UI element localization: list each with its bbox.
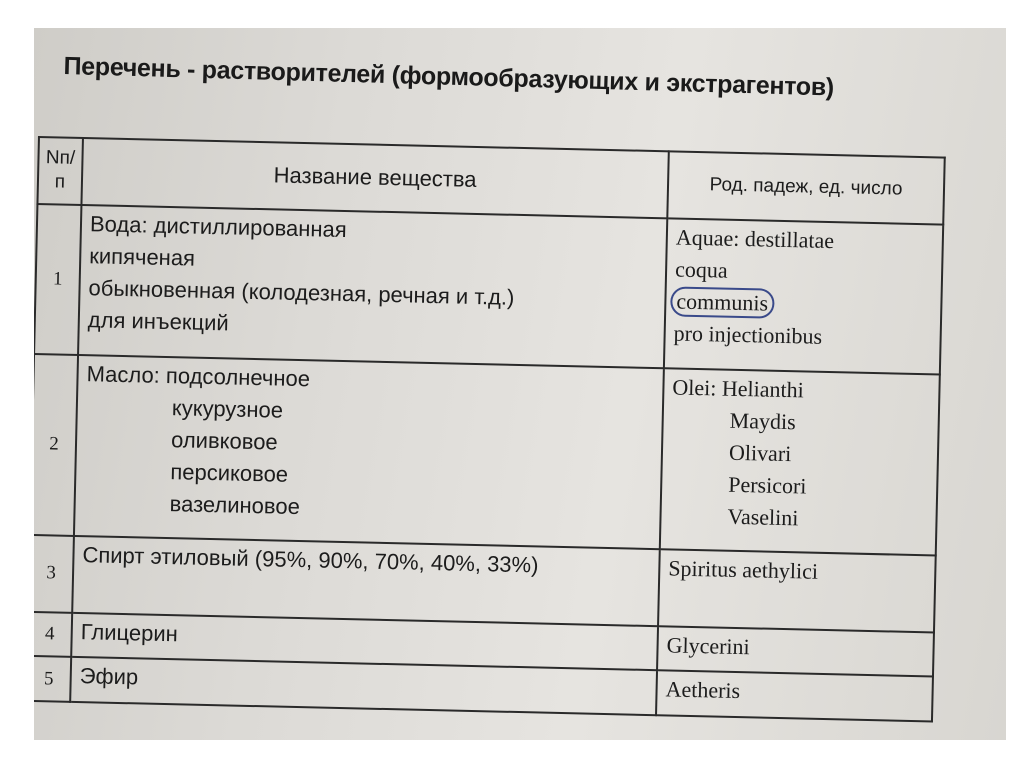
- name-line: обыкновенная (колодезная, речная и т.д.): [88, 275, 515, 310]
- header-num: Nп/п: [37, 137, 83, 205]
- latin-line: Persicori: [727, 471, 807, 499]
- latin-line: Maydis: [729, 407, 796, 435]
- latin-line: Vaselini: [727, 503, 799, 531]
- header-latin: Род. падеж, ед. число: [667, 151, 944, 224]
- latin-line: coqua: [674, 256, 728, 283]
- row-num: 1: [34, 204, 81, 355]
- row-name: Глицерин: [71, 613, 658, 671]
- page-title: Перечень - растворителей (формообразующих и экстрагентов): [63, 52, 835, 102]
- solvents-table-wrapper: [34, 136, 946, 722]
- document-photo: [34, 28, 1006, 740]
- row-num: 4: [34, 612, 72, 658]
- name-line: для инъекций: [87, 307, 230, 336]
- row-name: Эфир: [70, 657, 657, 715]
- table-row: [34, 204, 943, 375]
- row-name-cell: [78, 205, 667, 368]
- latin-line: pro injectionibus: [673, 320, 823, 349]
- row-latin: Glycerini: [657, 626, 934, 677]
- name-line: Вода: дистиллированная: [89, 211, 348, 242]
- circled-word: communis: [670, 286, 774, 318]
- name-line: оливковое: [170, 427, 278, 455]
- name-line: Масло: подсолнечное: [86, 361, 311, 392]
- latin-line: Olivari: [728, 439, 792, 467]
- name-line: персиковое: [170, 459, 289, 487]
- name-line: вазелиновое: [169, 491, 301, 520]
- row-num: 5: [34, 656, 71, 702]
- row-num: 2: [34, 354, 78, 535]
- header-name: Название вещества: [81, 138, 668, 218]
- solvents-table: [34, 136, 946, 722]
- name-line: кипяченая: [89, 243, 196, 271]
- row-num: 3: [34, 535, 74, 613]
- row-latin-cell: [660, 368, 940, 555]
- name-line: кукурузное: [171, 395, 284, 423]
- table-row: [34, 354, 940, 555]
- row-name: Спирт этиловый (95%, 90%, 70%, 40%, 33%): [72, 536, 660, 626]
- latin-line: Aquae: destillatae: [675, 224, 835, 254]
- row-latin-cell: [664, 218, 943, 374]
- row-latin: Aetheris: [656, 670, 933, 721]
- latin-line: Olei: Helianthi: [672, 374, 805, 403]
- row-latin: Spiritus aethylici: [658, 549, 936, 632]
- row-name-cell: [74, 355, 664, 549]
